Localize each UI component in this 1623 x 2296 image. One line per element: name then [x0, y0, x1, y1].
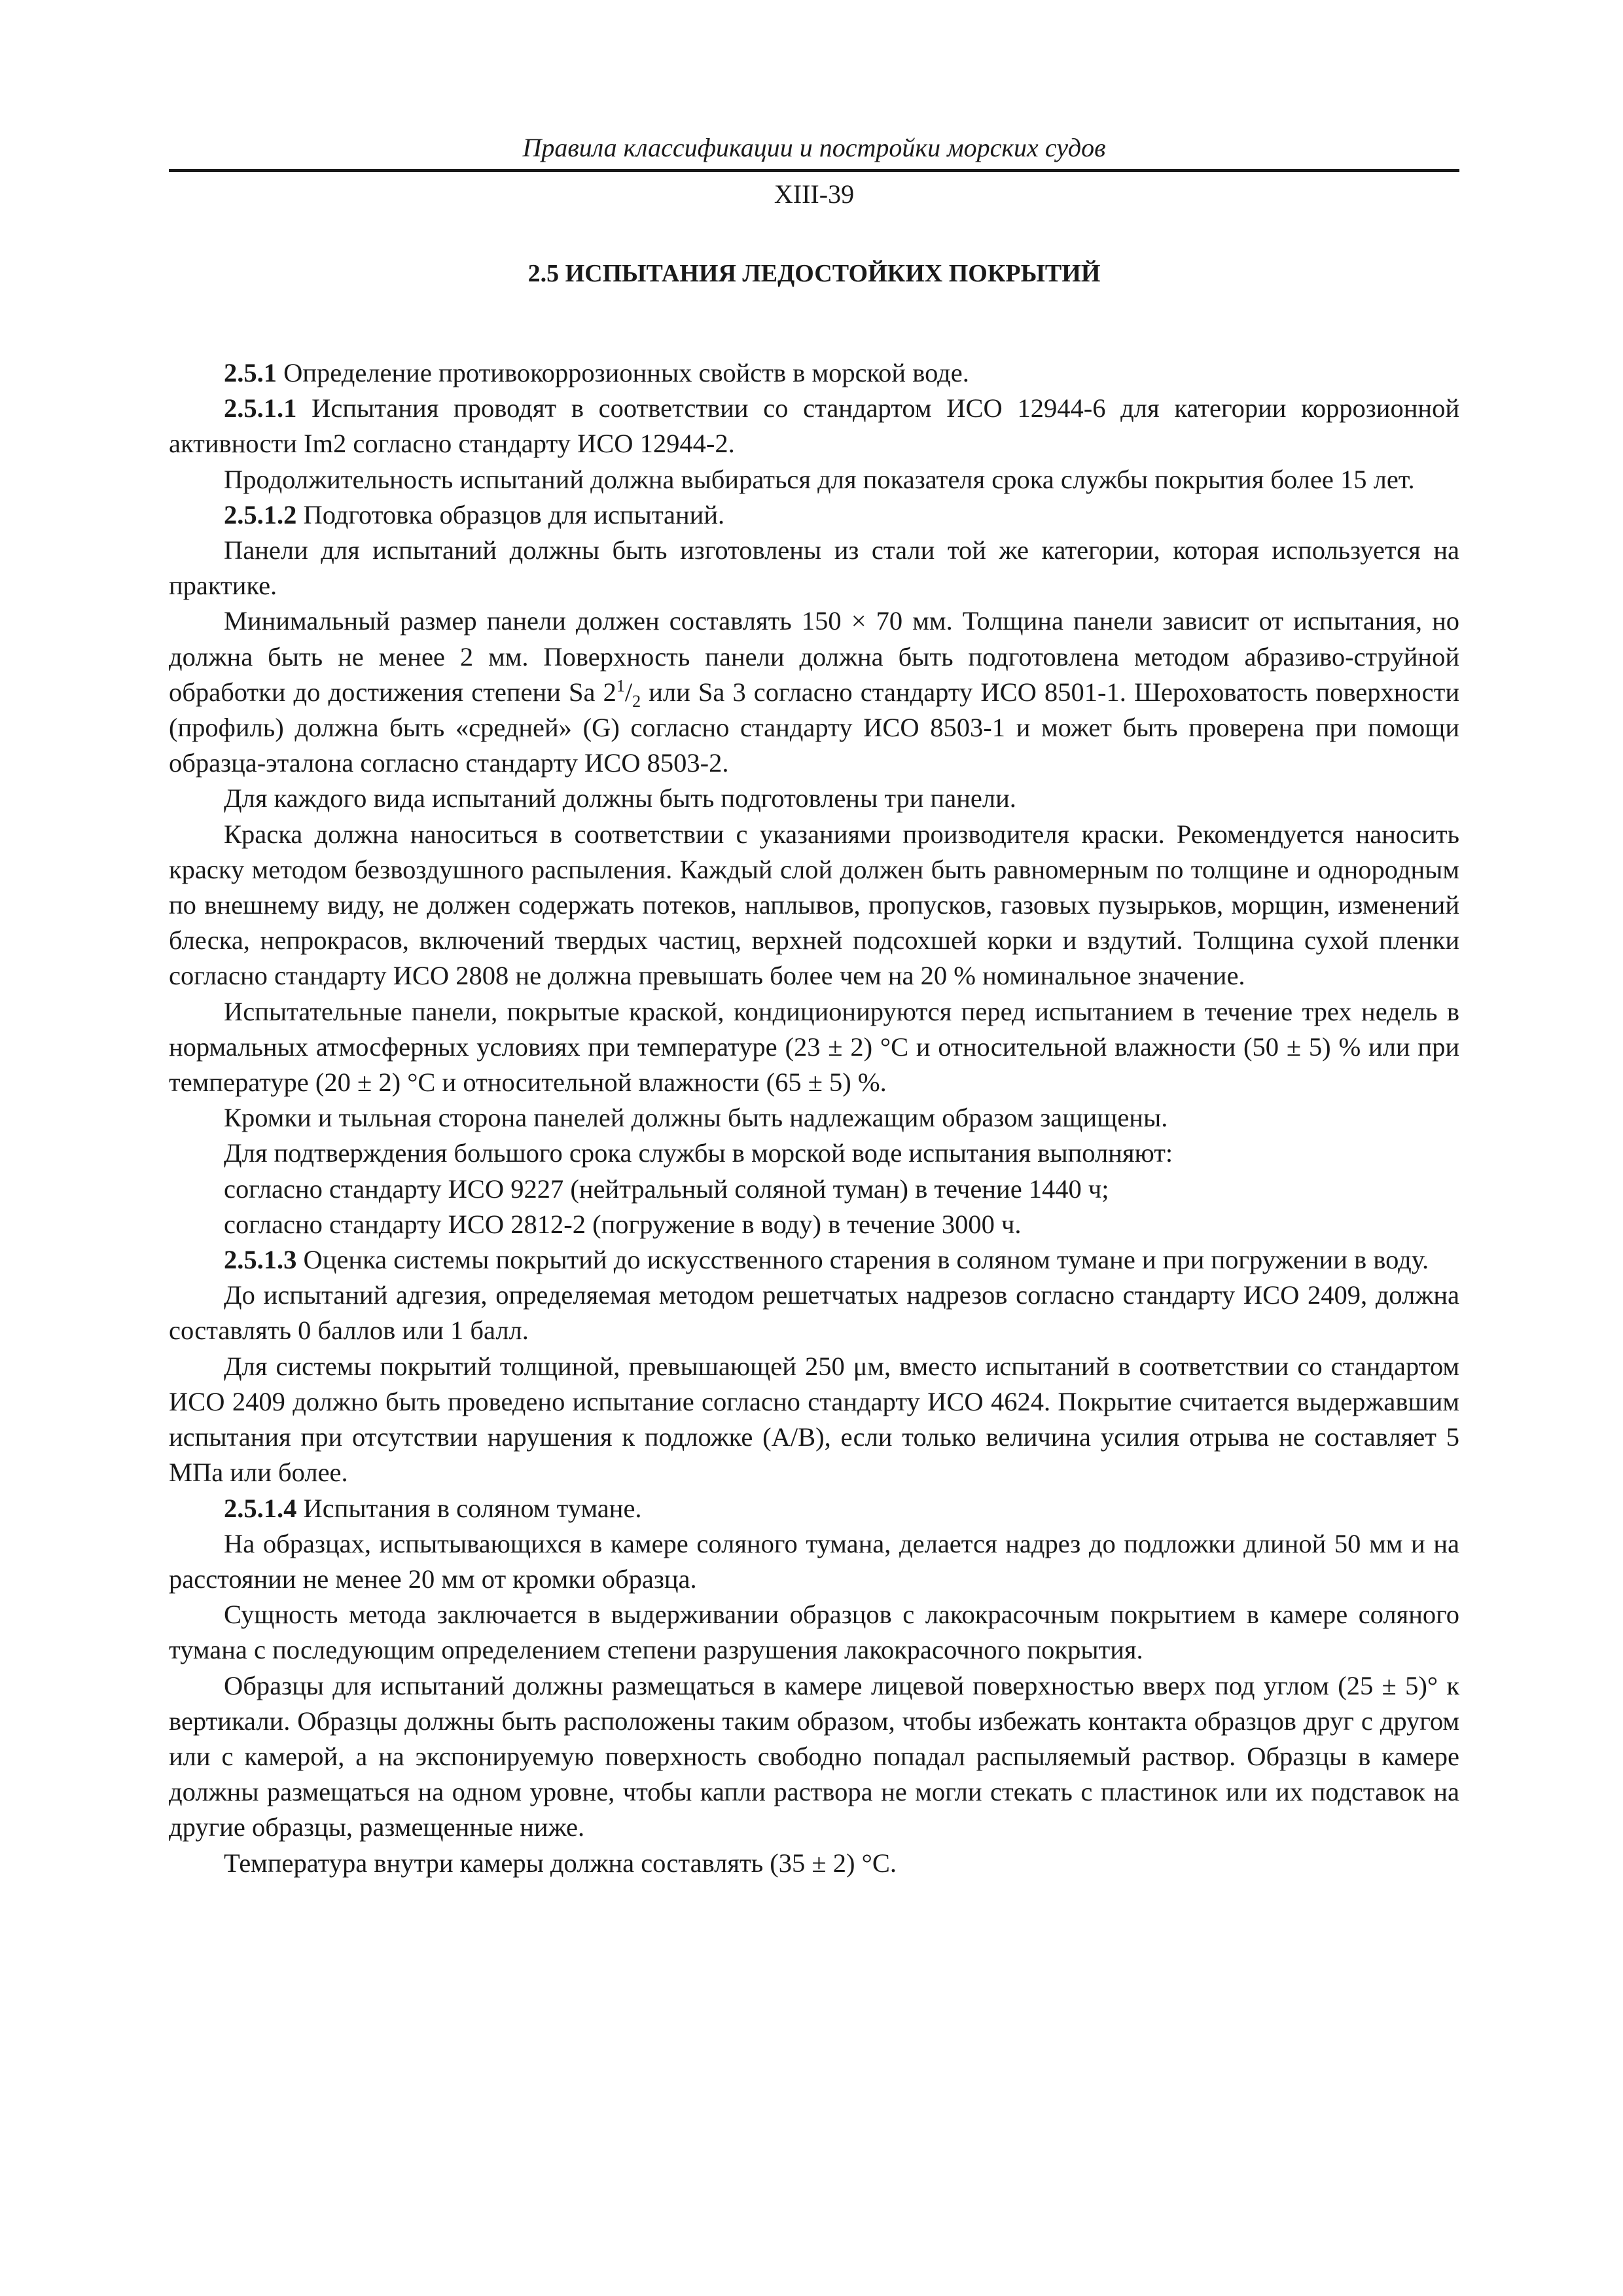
paragraph: Образцы для испытаний должны размещаться в камере лицевой поверхностью вверх под углом (25 ± 5)° к вертикали. Образцы должны быть расположены таким образом, чтобы избежать контакта образцов друг с другом или с камерой, а на экспонируемую поверхность свободно попадал распыляемый раствор. Образцы в камере должны размещаться на одном уровне, чтобы капли раствора не могли стекать с пластинок или их подставок на другие образцы, размещенные ниже. — [169, 1670, 1459, 1842]
clause-number: 2.5.1 — [224, 358, 277, 387]
paragraph: Испытательные панели, покрытые краской, кондиционируются перед испытанием в течение трех недель в нормальных атмосферных условиях при температуре (23 ± 2) °C и относительной влажности (50 ± 5) % или при температуре (20 ± 2) °C и относительной влажности (65 ± 5) %. — [169, 996, 1459, 1098]
fraction-numerator: 1 — [616, 676, 625, 696]
page-number: XIII-39 — [774, 179, 855, 209]
fraction-slash: / — [624, 677, 633, 707]
document-body — [169, 355, 1459, 1881]
paragraph-text: Испытания в соляном тумане. — [296, 1493, 642, 1523]
document-page — [169, 131, 1459, 1881]
fraction-denominator: 2 — [632, 691, 641, 711]
paragraph: Сущность метода заключается в выдерживании образцов с лакокрасочным покрытием в камере соляного тумана с последующим определением степени разрушения лакокрасочного покрытия. — [169, 1600, 1459, 1665]
paragraph-text: или Sa 3 согласно стандарту ИСО 8501-1. Шероховатость поверхности (профиль) должна быть «средней» (G) согласно стандарту ИСО 8503-1 и может быть проверена при помощи образца-эталона согласно стандарту ИСО 8503-2. — [169, 677, 1459, 778]
paragraph: Для системы покрытий толщиной, превышающей 250 μм, вместо испытаний в соответствии со стандартом ИСО 2409 должно быть проведено испытание согласно стандарту ИСО 4624. Покрытие считается выдержавшим испытания при отсутствии нарушения к подложке (A/B), если только величина усилия отрыва не составляет 5 МПа или более. — [169, 1351, 1459, 1488]
paragraph: согласно стандарту ИСО 9227 (нейтральный соляной туман) в течение 1440 ч; — [224, 1174, 1109, 1204]
paragraph: Для подтверждения большого срока службы в морской воде испытания выполняют: — [224, 1138, 1173, 1168]
paragraph — [169, 391, 1459, 461]
paragraph: Краска должна наноситься в соответствии с указаниями производителя краски. Рекомендуется наносить краску методом безвоздушного распыления. Каждый слой должен быть равномерным по толщине и однородным по внешнему виду, не должен содержать потеков, наплывов, пропусков, газовых пузырьков, морщин, изменений блеска, непрокрасов, включений твердых частиц, верхней подсохшей корки и вздутий. Толщина сухой пленки согласно стандарту ИСО 2808 не должна превышать более чем на 20 % номинальное значение. — [169, 819, 1459, 991]
running-title: Правила классификации и постройки морских судов — [522, 133, 1106, 162]
clause-number: 2.5.1.2 — [224, 499, 297, 529]
paragraph-text: Подготовка образцов для испытаний. — [296, 499, 725, 529]
paragraph: На образцах, испытывающихся в камере соляного тумана, делается надрез до подложки длиной 50 мм и на расстоянии не менее 20 мм от кромки образца. — [169, 1528, 1459, 1594]
paragraph — [169, 1242, 1459, 1278]
paragraph: согласно стандарту ИСО 2812-2 (погружение в воду) в течение 3000 ч. — [224, 1209, 1022, 1239]
header-rule — [169, 169, 1459, 172]
clause-number: 2.5.1.1 — [224, 393, 297, 423]
paragraph: Продолжительность испытаний должна выбираться для показателя срока службы покрытия более 15 лет. — [224, 464, 1415, 494]
paragraph: Температура внутри камеры должна составлять (35 ± 2) °C. — [224, 1848, 897, 1878]
paragraph — [169, 603, 1459, 781]
paragraph: Кромки и тыльная сторона панелей должны быть надлежащим образом защищены. — [224, 1103, 1168, 1133]
paragraph — [169, 1491, 1459, 1526]
clause-number: 2.5.1.3 — [224, 1245, 297, 1275]
paragraph-text: Оценка системы покрытий до искусственного старения в соляном тумане и при погружении в воду. — [296, 1245, 1429, 1275]
paragraph — [169, 497, 1459, 533]
paragraph-text: Минимальный размер панели должен составлять 150 × 70 мм. Толщина панели зависит от испытания, но должна быть не менее 2 мм. Поверхность панели должна быть подготовлена методом абразиво-струйной обработки до достижения степени Sa 2 — [169, 606, 1459, 707]
paragraph-text: Испытания проводят в соответствии со стандартом ИСО 12944-6 для категории коррозионной активности Im2 согласно стандарту ИСО 12944-2. — [169, 393, 1459, 459]
paragraph-text: Определение противокоррозионных свойств в морской воде. — [277, 358, 969, 387]
paragraph: Для каждого вида испытаний должны быть подготовлены три панели. — [224, 783, 1016, 814]
paragraph: Панели для испытаний должны быть изготовлены из стали той же категории, которая используется на практике. — [169, 535, 1459, 601]
paragraph: До испытаний адгезия, определяемая методом решетчатых надрезов согласно стандарту ИСО 2409, должна составлять 0 баллов или 1 балл. — [169, 1280, 1459, 1346]
clause-number: 2.5.1.4 — [224, 1493, 297, 1523]
paragraph — [169, 355, 1459, 391]
section-title: 2.5 ИСПЫТАНИЯ ЛЕДОСТОЙКИХ ПОКРЫТИЙ — [527, 260, 1101, 287]
